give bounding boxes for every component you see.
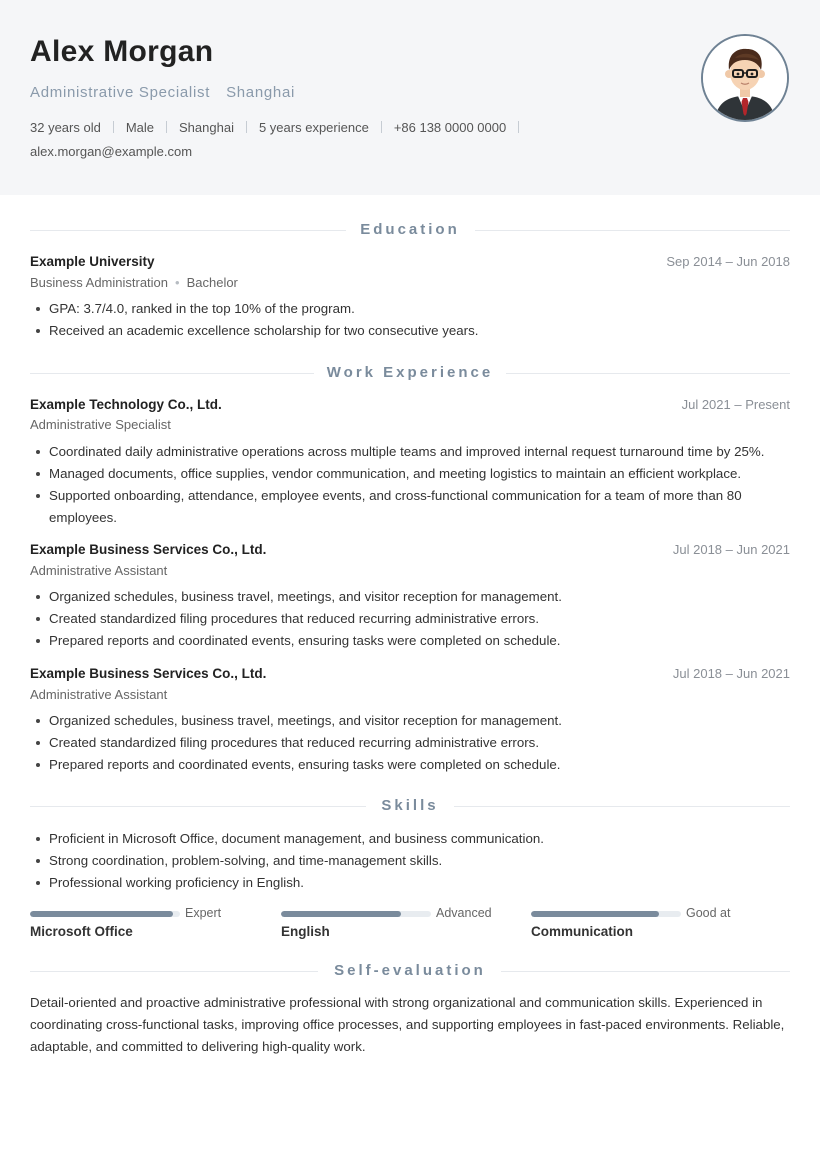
section-title-work-experience: [30, 364, 790, 382]
self-evaluation-text: Detail-oriented and proactive administrative professional with strong organizational and communication skills. Experienced in coordinating cross-functional tasks, improving office processes, and supporting employees in fast-paced environments. Reliable, adaptable, and committed to delivering high-quality work.: [30, 995, 785, 1054]
list-item: Received an academic excellence scholarship for two consecutive years.: [30, 320, 792, 342]
work-role: Administrative Assistant: [30, 687, 168, 702]
education-details: [30, 275, 238, 291]
info-divider: [113, 121, 114, 133]
skill-name: Microsoft Office: [30, 924, 133, 939]
section-label: Self-evaluation: [334, 962, 486, 979]
info-city: Shanghai: [179, 120, 234, 135]
skill-level: Advanced: [436, 906, 492, 920]
job-title: Administrative Specialist: [30, 84, 211, 101]
work-date: Jul 2018 – Jun 2021: [672, 542, 790, 557]
education-bullets: [30, 298, 792, 342]
company-name: Example Technology Co., Ltd.: [30, 397, 222, 412]
list-item: Organized schedules, business travel, meetings, and visitor reception for management.: [30, 710, 792, 732]
list-item: Created standardized filing procedures that reduced recurring administrative errors.: [30, 608, 792, 630]
separator-dot: •: [175, 275, 180, 290]
info-divider: [246, 121, 247, 133]
list-item: Prepared reports and coordinated events, ensuring tasks were completed on schedule.: [30, 754, 792, 776]
info-divider: [518, 121, 519, 133]
skill-name: English: [281, 924, 330, 939]
list-item: Managed documents, office supplies, vendor communication, and meeting logistics to maintain an efficient workplace.: [30, 463, 792, 485]
skill-fill: [281, 911, 401, 917]
section-label: Education: [360, 221, 460, 238]
info-email[interactable]: alex.morgan@example.com: [30, 144, 193, 159]
company-name: Example Business Services Co., Ltd.: [30, 666, 267, 681]
info-divider: [381, 121, 382, 133]
skill-fill: [30, 911, 173, 917]
education-degree: Bachelor: [186, 275, 238, 290]
skills-bullets: [30, 828, 792, 894]
section-title-education: [30, 221, 790, 239]
skill-track: [30, 911, 180, 917]
info-age: 32 years old: [30, 120, 101, 135]
list-item: Strong coordination, problem-solving, and time-management skills.: [30, 850, 792, 872]
candidate-subtitle: [30, 84, 295, 102]
skill-level: Expert: [185, 906, 222, 920]
list-item: Professional working proficiency in English.: [30, 872, 792, 894]
education-date: Sep 2014 – Jun 2018: [666, 254, 790, 269]
work-date: Jul 2021 – Present: [681, 397, 790, 412]
info-gender: Male: [125, 120, 155, 135]
list-item: Organized schedules, business travel, meetings, and visitor reception for management.: [30, 586, 792, 608]
education-entry-header: [30, 253, 790, 271]
work-bullets: [30, 586, 792, 652]
skill-bar-item: [30, 905, 245, 941]
section-title-skills: [30, 797, 790, 815]
section-label: Skills: [381, 797, 439, 814]
skill-fill: [531, 911, 659, 917]
work-entry-header: [30, 665, 790, 683]
list-item: Coordinated daily administrative operations across multiple teams and improved internal request turnaround time by 25%.: [30, 441, 792, 463]
work-bullets: [30, 441, 792, 529]
info-phone[interactable]: +86 138 0000 0000: [393, 120, 507, 135]
section-label: Work Experience: [326, 364, 494, 381]
work-entry-header: [30, 541, 790, 559]
list-item: Prepared reports and coordinated events, ensuring tasks were completed on schedule.: [30, 630, 792, 652]
skill-name: Communication: [531, 924, 634, 939]
list-item: Supported onboarding, attendance, employee events, and cross-functional communication for a team of more than 80 employees.: [30, 485, 792, 529]
skill-track: [531, 911, 681, 917]
list-item: GPA: 3.7/4.0, ranked in the top 10% of the program.: [30, 298, 792, 320]
skill-level: Good at: [686, 906, 731, 920]
businessman-avatar-icon: [701, 34, 789, 122]
company-name: Example Business Services Co., Ltd.: [30, 542, 267, 557]
work-role: Administrative Specialist: [30, 417, 171, 432]
skill-bar-item: [531, 905, 746, 941]
work-entry-header: [30, 396, 790, 414]
section-title-self-evaluation: [30, 962, 790, 980]
list-item: Created standardized filing procedures that reduced recurring administrative errors.: [30, 732, 792, 754]
candidate-name: Alex Morgan: [30, 35, 214, 68]
work-role: Administrative Assistant: [30, 563, 168, 578]
school-name: Example University: [30, 254, 155, 269]
skill-track: [281, 911, 431, 917]
resume-header: [0, 0, 820, 195]
info-experience: 5 years experience: [258, 120, 369, 135]
job-city: Shanghai: [226, 84, 296, 101]
info-divider: [166, 121, 167, 133]
personal-info: [30, 120, 531, 136]
work-bullets: [30, 710, 792, 776]
education-major: Business Administration: [30, 275, 169, 290]
skill-bar-item: [281, 905, 496, 941]
list-item: Proficient in Microsoft Office, document management, and business communication.: [30, 828, 792, 850]
work-date: Jul 2018 – Jun 2021: [672, 666, 790, 681]
